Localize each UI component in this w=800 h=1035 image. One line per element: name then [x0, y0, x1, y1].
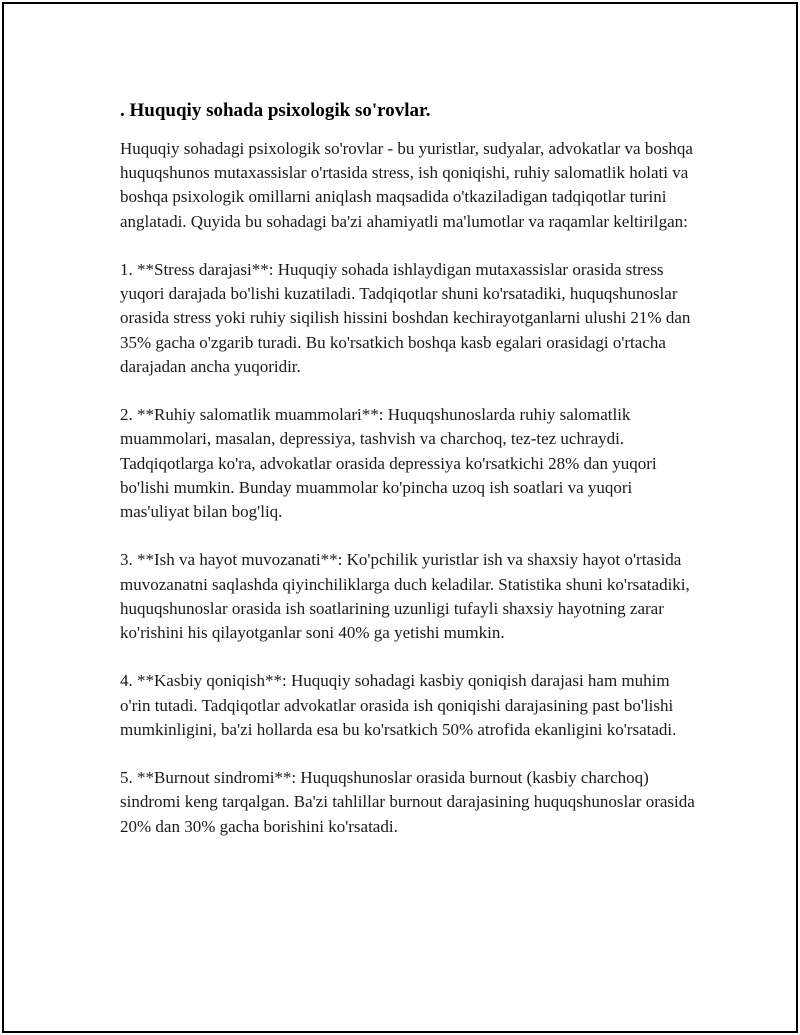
document-body	[120, 100, 700, 839]
intro-paragraph: Huquqiy sohadagi psixologik so'rovlar - bu yuristlar, sudyalar, advokatlar va boshqa huquqshunos mutaxassislar o'rtasida stress, ish qoniqishi, ruhiy salomatlik holati va boshqa psixologik omillarni aniqlash maqsadida o'tkaziladigan tadqiqotlar turini anglatadi. Quyida bu sohadagi ba'zi ahamiyatli ma'lumotlar va raqamlar keltirilgan:	[120, 139, 693, 231]
page-frame	[2, 2, 798, 1033]
list-item-burnout: 5. **Burnout sindromi**: Huquqshunoslar orasida burnout (kasbiy charchoq) sindromi keng tarqalgan. Ba'zi tahlillar burnout darajasining huquqshunoslar orasida 20% dan 30% gacha borishini ko'rsatadi.	[120, 768, 695, 836]
list-item-job-satisfaction: 4. **Kasbiy qoniqish**: Huquqiy sohadagi kasbiy qoniqish darajasi ham muhim o'rin tutadi. Tadqiqotlar advokatlar orasida ish qoniqishi darajasining past bo'lishi mumkinligini, ba'zi hollarda esa bu ko'rsatkich 50% atrofida ekanligini ko'rsatadi.	[120, 671, 677, 739]
list-item-work-life-balance: 3. **Ish va hayot muvozanati**: Ko'pchilik yuristlar ish va shaxsiy hayot o'rtasida muvozanatni saqlashda qiyinchiliklarga duch keladilar. Statistika shuni ko'rsatadiki, huquqshunoslar orasida ish soatlarining uzunligi tufayli shaxsiy hayotning zarar ko'rishini his qilayotganlar soni 40% ga yetishi mumkin.	[120, 550, 690, 643]
list-item-mental-health: 2. **Ruhiy salomatlik muammolari**: Huquqshunoslarda ruhiy salomatlik muammolari, masalan, depressiya, tashvish va charchoq, tez-tez uchraydi. Tadqiqotlarga ko'ra, advokatlar orasida depressiya ko'rsatkichi 28% dan yuqori bo'lishi mumkin. Bunday muammolar ko'pincha uzoq ish soatlari va yuqori mas'uliyat bilan bog'liq.	[120, 405, 657, 522]
document-title: . Huquqiy sohada psixologik so'rovlar.	[120, 100, 431, 121]
list-item-stress-level: 1. **Stress darajasi**: Huquqiy sohada ishlaydigan mutaxassislar orasida stress yuqori darajada bo'lishi kuzatiladi. Tadqiqotlar shuni ko'rsatadiki, huquqshunoslar orasida stress yoki ruhiy siqilish hissini boshdan kechirayotganlarni ulushi 21% dan 35% gacha o'zgarib turadi. Bu ko'rsatkich boshqa kasb egalari orasidagi o'rtacha darajadan ancha yuqoridir.	[120, 260, 691, 376]
